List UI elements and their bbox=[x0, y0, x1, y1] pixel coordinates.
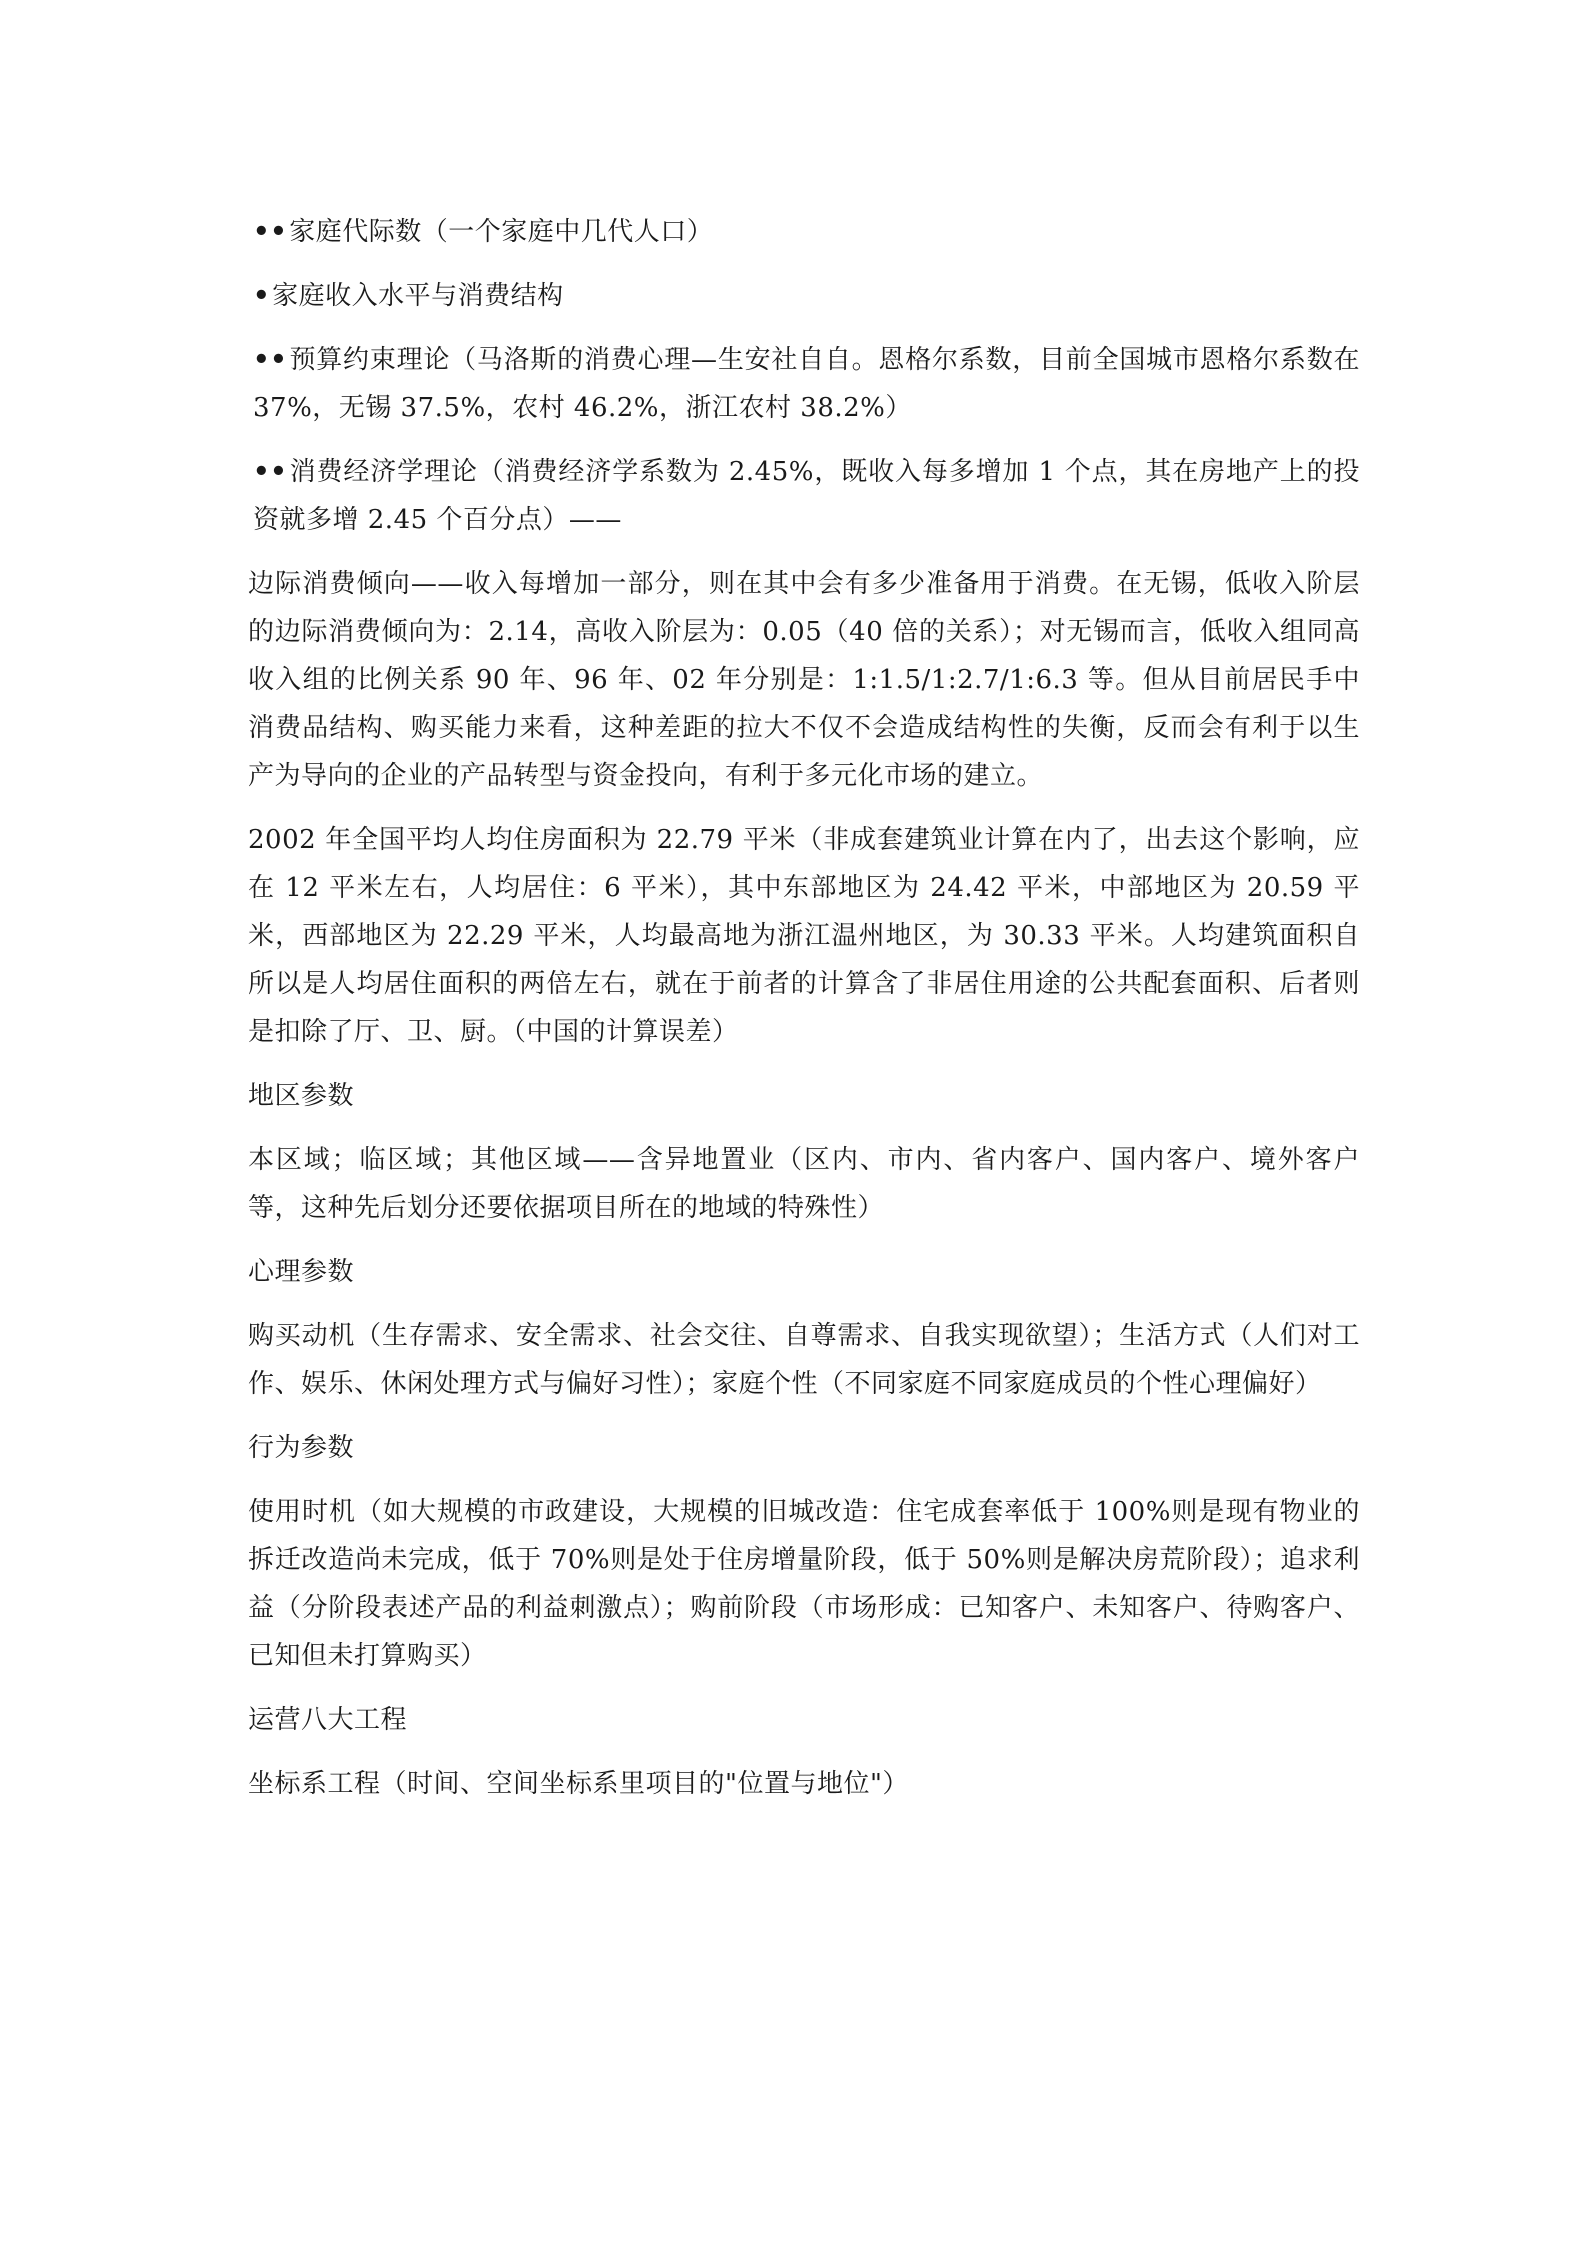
paragraph-psychological-parameters bbox=[248, 1312, 1360, 1408]
paragraph-behavioral-parameters bbox=[248, 1488, 1360, 1680]
paragraph-income-consumption bbox=[248, 272, 1360, 320]
bullet-marker: • bbox=[253, 281, 271, 311]
document-body bbox=[248, 208, 1360, 1824]
paragraph-regional-parameters bbox=[248, 1136, 1360, 1232]
paragraph-text: 2002 年全国平均人均住房面积为 22.79 平米（非成套建筑业计算在内了，出去这个影响，应在 12 平米左右，人均居住：6 平米），其中东部地区为 24.42 平米，中部地区为 20.59 平米，西部地区为 22.29 平米，人均最高地为浙江温州地区，为 30.33 平米。人均建筑面积自所以是人均居住面积的两倍左右，就在于前者的计算含了非居住用途的公共配套面积、后者则是扣除了厅、卫、厨。（中国的计算误差） bbox=[248, 825, 1360, 1047]
paragraph-coordinate-project bbox=[248, 1760, 1360, 1808]
paragraph-text: 使用时机（如大规模的市政建设，大规模的旧城改造：住宅成套率低于 100%则是现有物业的拆迁改造尚未完成，低于 70%则是处于住房增量阶段，低于 50%则是解决房荒阶段）；追求利益（分阶段表述产品的利益刺激点）；购前阶段（市场形成：已知客户、未知客户、待购客户、已知但未打算购买） bbox=[248, 1497, 1360, 1671]
paragraph-text: 预算约束理论（马洛斯的消费心理—生安社自自。恩格尔系数，目前全国城市恩格尔系数在 37%，无锡 37.5%，农村 46.2%，浙江农村 38.2%） bbox=[253, 345, 1360, 423]
paragraph-housing-area bbox=[248, 816, 1360, 1056]
paragraph-text: 购买动机（生存需求、安全需求、社会交往、自尊需求、自我实现欲望）；生活方式（人们对工作、娱乐、休闲处理方式与偏好习性）；家庭个性（不同家庭不同家庭成员的个性心理偏好） bbox=[248, 1321, 1360, 1399]
heading-behavioral-parameters bbox=[248, 1424, 1360, 1472]
paragraph-text: 本区域；临区域；其他区域——含异地置业（区内、市内、省内客户、国内客户、境外客户等，这种先后划分还要依据项目所在的地域的特殊性） bbox=[248, 1145, 1360, 1223]
paragraph-text: 家庭收入水平与消费结构 bbox=[272, 281, 564, 311]
paragraph-budget-constraint bbox=[248, 336, 1360, 432]
paragraph-text: 家庭代际数（一个家庭中几代人口） bbox=[289, 217, 714, 247]
paragraph-text: 消费经济学理论（消费经济学系数为 2.45%，既收入每多增加 1 个点，其在房地产上的投资就多增 2.45 个百分点）—— bbox=[253, 457, 1360, 535]
heading-eight-projects bbox=[248, 1696, 1360, 1744]
paragraph-text: 边际消费倾向——收入每增加一部分，则在其中会有多少准备用于消费。在无锡，低收入阶层的边际消费倾向为：2.14，高收入阶层为：0.05（40 倍的关系）；对无锡而言，低收入组同高收入组的比例关系 90 年、96 年、02 年分别是：1:1.5/1:2.7/1:6.3 等。但从目前居民手中消费品结构、购买能力来看，这种差距的拉大不仅不会造成结构性的失衡，反而会有利于以生产为导向的企业的产品转型与资金投向，有利于多元化市场的建立。 bbox=[248, 569, 1360, 791]
bullet-marker: •• bbox=[253, 217, 288, 247]
paragraph-consumption-economics bbox=[248, 448, 1360, 544]
paragraph-text: 坐标系工程（时间、空间坐标系里项目的"位置与地位"） bbox=[248, 1769, 909, 1799]
heading-text: 地区参数 bbox=[248, 1081, 355, 1111]
paragraph-marginal-propensity bbox=[248, 560, 1360, 800]
heading-text: 运营八大工程 bbox=[248, 1705, 408, 1735]
heading-regional-parameters bbox=[248, 1072, 1360, 1120]
bullet-marker: •• bbox=[253, 345, 288, 375]
bullet-marker: •• bbox=[253, 457, 288, 487]
heading-text: 行为参数 bbox=[248, 1433, 355, 1463]
heading-text: 心理参数 bbox=[248, 1257, 355, 1287]
paragraph-household-generations bbox=[248, 208, 1360, 256]
heading-psychological-parameters bbox=[248, 1248, 1360, 1296]
